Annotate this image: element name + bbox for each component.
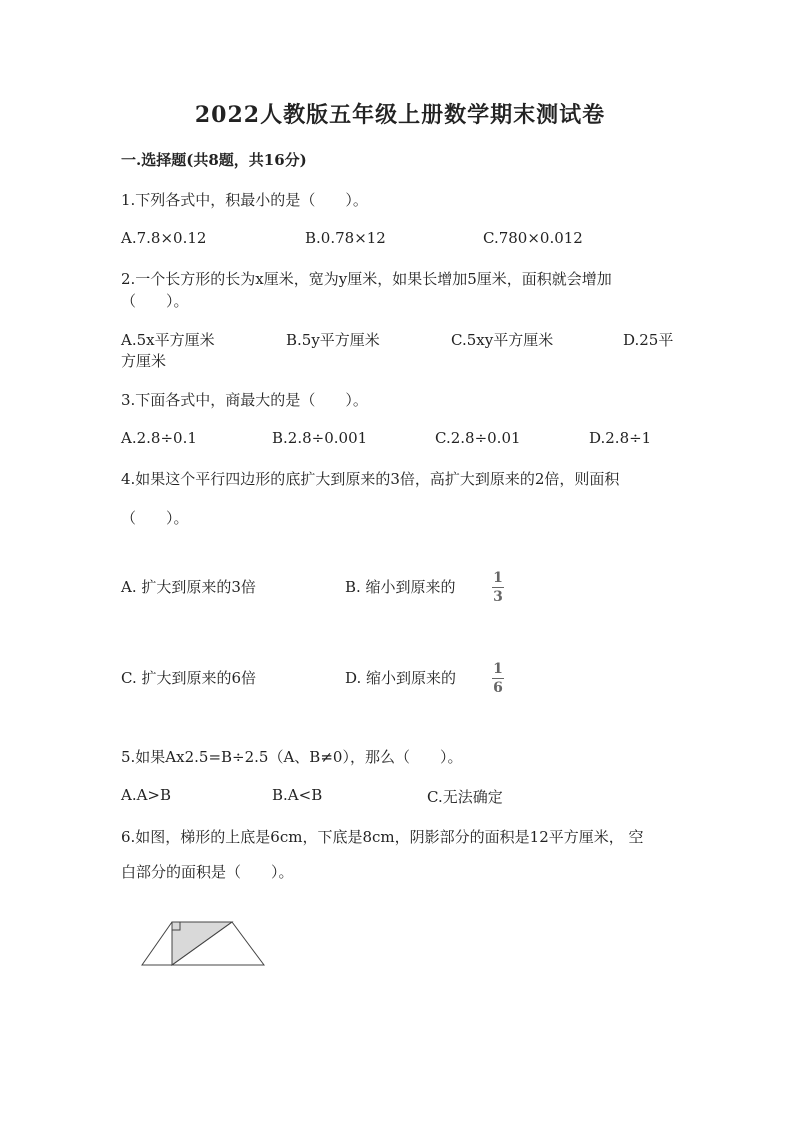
q5-option-c: C.无法确定 — [427, 788, 503, 806]
question-3-stem: 3.下面各式中，商最大的是（ ）。 — [121, 391, 368, 409]
q3-option-c: C.2.8÷0.01 — [435, 429, 521, 447]
q2-option-d: D.25平 — [623, 331, 674, 349]
q4-option-b: B. 缩小到原来的 — [345, 578, 456, 596]
q4-option-d: D. 缩小到原来的 — [345, 669, 457, 687]
fraction-numerator: 1 — [493, 661, 503, 677]
q2-option-c: C.5xy平方厘米 — [451, 331, 554, 349]
q2-option-a: A.5x平方厘米 — [121, 331, 215, 349]
fraction-one-sixth — [491, 661, 505, 696]
q1-option-a: A.7.8×0.12 — [121, 229, 207, 247]
q5-option-a: A.A>B — [121, 786, 172, 804]
fraction-bar — [492, 678, 504, 679]
question-2-stem-line1: 2.一个长方形的长为x厘米，宽为y厘米，如果长增加5厘米，面积就会增加 — [121, 270, 612, 288]
q4-option-c: C. 扩大到原来的6倍 — [121, 669, 257, 687]
q2-option-d-wrap: 方厘米 — [121, 352, 167, 370]
page-title: 2022人教版五年级上册数学期末测试卷 — [194, 102, 606, 128]
question-4-stem-line1: 4.如果这个平行四边形的底扩大到原来的3倍，高扩大到原来的2倍，则面积 — [121, 470, 620, 488]
question-2-stem-line2: （ ）。 — [121, 292, 189, 310]
question-4-stem-line2: （ ）。 — [121, 509, 189, 527]
question-6-stem-line2: 白部分的面积是（ ）。 — [121, 863, 294, 881]
fraction-bar — [492, 587, 504, 588]
fraction-denominator: 3 — [493, 589, 503, 605]
q4-option-a: A. 扩大到原来的3倍 — [121, 578, 256, 596]
q5-option-b: B.A<B — [272, 786, 323, 804]
trapezoid-figure — [140, 918, 270, 970]
section-heading: 一.选择题(共8题，共16分) — [121, 151, 307, 169]
q3-option-b: B.2.8÷0.001 — [272, 429, 368, 447]
question-6-stem-line1: 6.如图，梯形的上底是6cm，下底是8cm，阴影部分的面积是12平方厘米， 空 — [121, 828, 644, 846]
question-5-stem: 5.如果Ax2.5=B÷2.5（A、B≠0），那么（ ）。 — [121, 748, 463, 766]
q3-option-d: D.2.8÷1 — [589, 429, 652, 447]
question-1-stem: 1.下列各式中，积最小的是（ ）。 — [121, 191, 368, 209]
q3-option-a: A.2.8÷0.1 — [121, 429, 197, 447]
q1-option-c: C.780×0.012 — [483, 229, 583, 247]
q1-option-b: B.0.78×12 — [305, 229, 386, 247]
fraction-one-third — [491, 570, 505, 605]
fraction-denominator: 6 — [493, 680, 503, 696]
fraction-numerator: 1 — [493, 570, 503, 586]
q2-option-b: B.5y平方厘米 — [286, 331, 380, 349]
